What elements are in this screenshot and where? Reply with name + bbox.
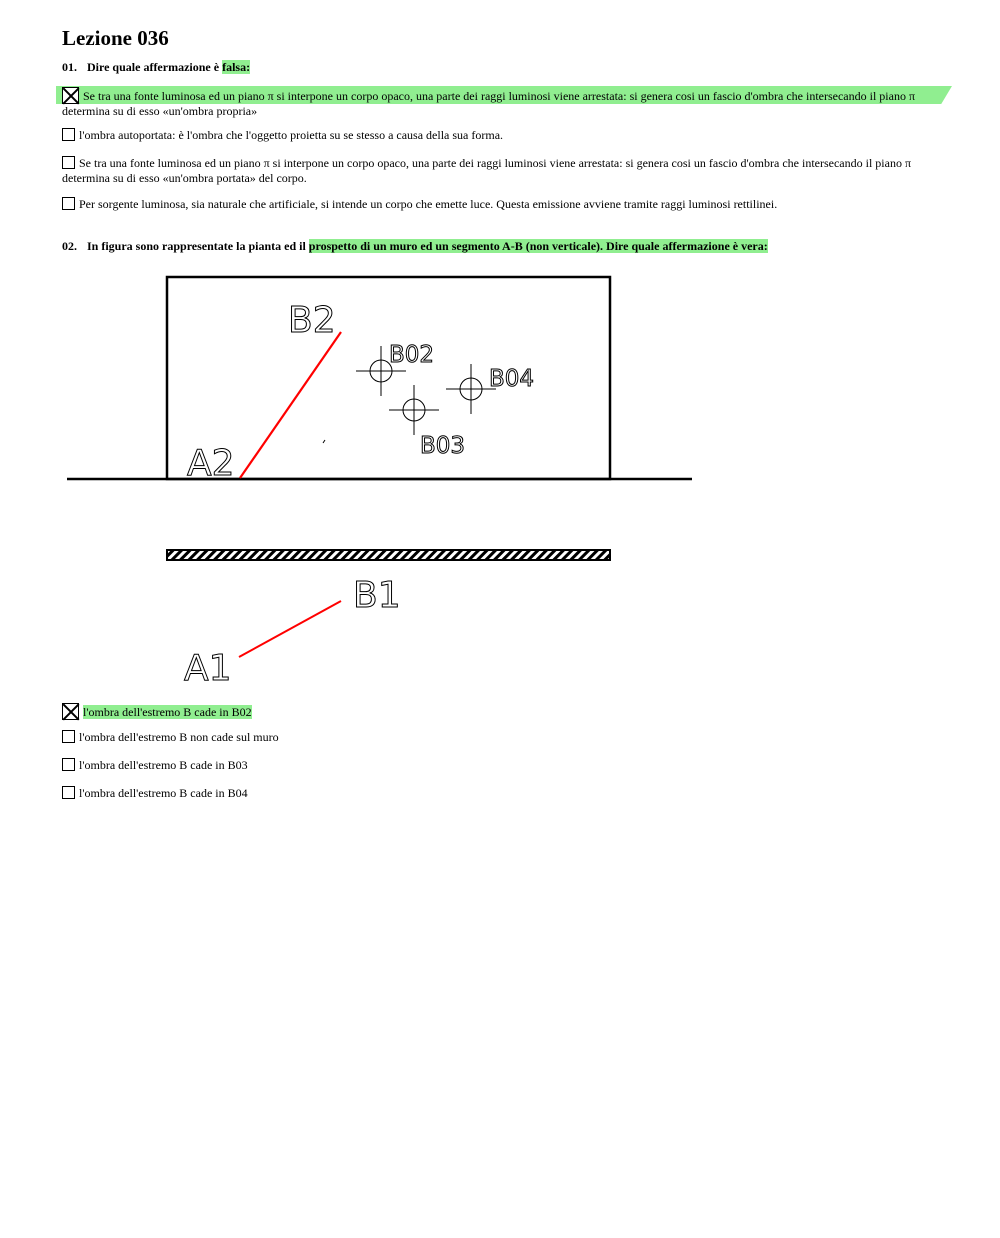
segment-plan bbox=[239, 601, 341, 657]
question-highlight: prospetto di un muro ed un segmento A-B (non verticale). Dire quale affermazione è vera: bbox=[308, 239, 768, 253]
checkbox[interactable] bbox=[62, 730, 75, 743]
segment-elevation bbox=[240, 332, 341, 478]
q2-option-1[interactable] bbox=[62, 703, 942, 720]
label-b02: B02 bbox=[389, 342, 435, 368]
q2-option-3[interactable] bbox=[62, 758, 942, 773]
q2-option-2[interactable] bbox=[62, 730, 942, 745]
question-text: In figura sono rappresentate la pianta ed il bbox=[87, 239, 309, 253]
option-text: l'ombra dell'estremo B cade in B03 bbox=[79, 758, 248, 772]
label-a2: A2 bbox=[187, 443, 235, 484]
checkbox-checked[interactable] bbox=[62, 703, 79, 720]
option-text: l'ombra dell'estremo B cade in B02 bbox=[83, 705, 252, 719]
target-b03 bbox=[389, 385, 439, 435]
label-b1: B1 bbox=[353, 575, 401, 616]
option-text: l'ombra dell'estremo B non cade sul muro bbox=[79, 730, 279, 744]
question-text: Dire quale affermazione è bbox=[87, 60, 223, 74]
wall-plan bbox=[167, 550, 610, 560]
label-a1: A1 bbox=[184, 648, 232, 689]
option-text: l'ombra dell'estremo B cade in B04 bbox=[79, 786, 248, 800]
label-b03: B03 bbox=[420, 433, 466, 459]
label-b2: B2 bbox=[288, 300, 336, 341]
option-text: Se tra una fonte luminosa ed un piano π si interpone un corpo opaco, una parte dei raggi luminosi viene arrestata: si genera cosi un fascio d'ombra che intersecando il piano π determina su di esso «un'ombra propria» bbox=[62, 89, 916, 118]
question-number: 01. bbox=[62, 60, 77, 74]
question-number: 02. bbox=[62, 239, 77, 253]
option-text: Per sorgente luminosa, sia naturale che artificiale, si intende un corpo che emette luce. Questa emissione avviene tramite raggi luminosi rettilinei. bbox=[79, 197, 778, 211]
option-text: Se tra una fonte luminosa ed un piano π si interpone un corpo opaco, una parte dei raggi luminosi viene arrestata: si genera cosi un fascio d'ombra che intersecando il piano π determina su di esso «un'ombra portata» del corpo. bbox=[62, 156, 912, 185]
question-highlight: falsa: bbox=[222, 60, 251, 74]
q2-option-4[interactable] bbox=[62, 786, 942, 801]
checkbox[interactable] bbox=[62, 758, 75, 771]
label-b04: B04 bbox=[489, 366, 535, 392]
stray-mark bbox=[323, 440, 325, 443]
option-text: l'ombra autoportata: è l'ombra che l'oggetto proietta su se stesso a causa della sua forma. bbox=[79, 128, 504, 142]
page-title: Lezione 036 bbox=[62, 26, 169, 50]
checkbox[interactable] bbox=[62, 786, 75, 799]
